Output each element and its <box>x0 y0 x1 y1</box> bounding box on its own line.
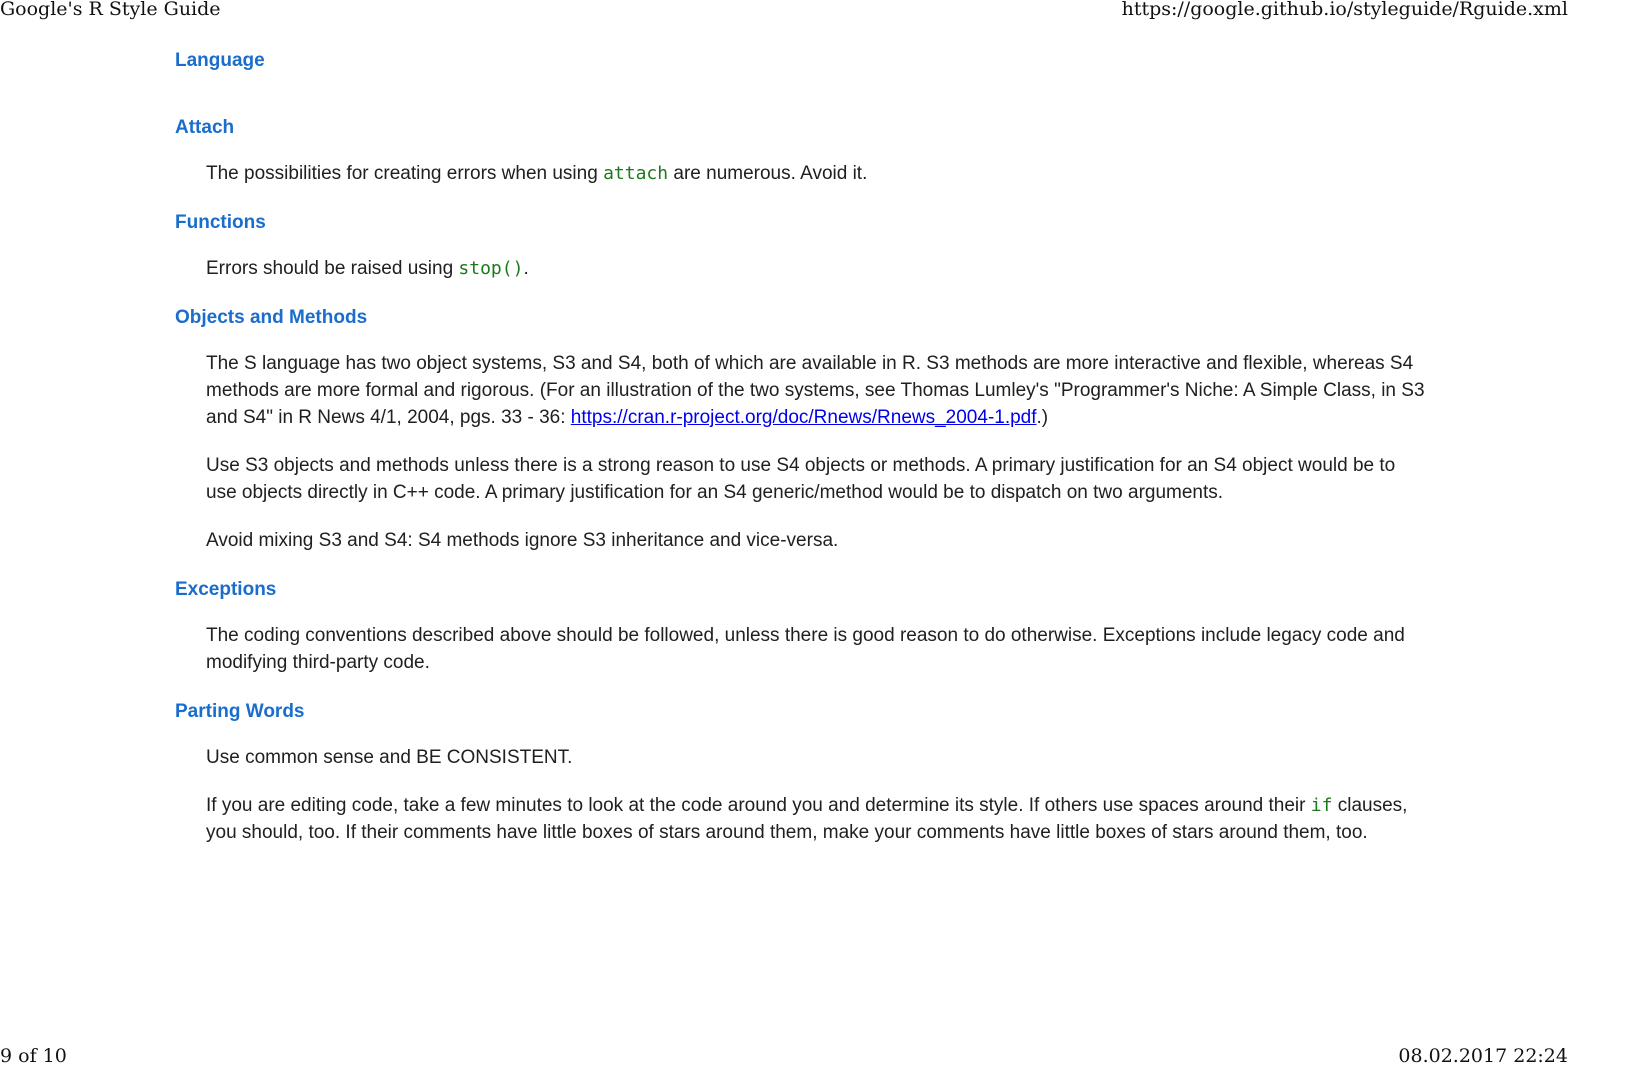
page-number: 9 of 10 <box>0 1045 67 1067</box>
section-exceptions <box>175 577 1425 676</box>
section-parting-words <box>175 699 1425 846</box>
paragraph: The coding conventions described above should be followed, unless there is good reason to do otherwise. Exceptions include legacy code and modifying third-party code. <box>206 625 1405 673</box>
text: Errors should be raised using <box>206 258 459 279</box>
text: The possibilities for creating errors when using <box>206 163 604 184</box>
section-body-parting-words <box>206 744 1425 846</box>
rnews-pdf-link[interactable]: https://cran.r-project.org/doc/Rnews/Rnews_2004-1.pdf <box>570 407 1037 428</box>
inline-code: stop() <box>458 258 524 279</box>
text: clauses, you should, too. If their comments have little boxes of stars around them, make your comments have little boxes of stars around them, too. <box>206 795 1408 843</box>
section-functions <box>175 210 1425 282</box>
paragraph: Use S3 objects and methods unless there is a strong reason to use S4 objects or methods. A primary justification for an S4 object would be to use objects directly in C++ code. A primary justification for an S4 generic/method would be to dispatch on two arguments. <box>206 455 1396 503</box>
section-body-functions <box>206 255 1425 282</box>
inline-code: if <box>1310 795 1333 816</box>
section-title-attach[interactable]: Attach <box>175 117 235 138</box>
section-title-functions[interactable]: Functions <box>175 212 266 233</box>
section-title-exceptions[interactable]: Exceptions <box>175 579 277 600</box>
print-footer <box>0 1045 1628 1067</box>
paragraph <box>206 350 1425 431</box>
text: .) <box>1036 407 1049 428</box>
document-title: Google's R Style Guide <box>0 0 221 20</box>
paragraph <box>206 160 1425 187</box>
section-language <box>175 48 1425 74</box>
print-datetime: 08.02.2017 22:24 <box>1398 1045 1568 1067</box>
text: . <box>523 258 529 279</box>
section-attach <box>175 115 1425 187</box>
paragraph: Use common sense and BE CONSISTENT. <box>206 747 573 768</box>
section-title-language[interactable]: Language <box>175 50 265 71</box>
document-url: https://google.github.io/styleguide/Rguide.xml <box>1121 0 1568 20</box>
text: If you are editing code, take a few minutes to look at the code around you and determine its style. If others use spaces around their <box>206 795 1311 816</box>
section-title-objects-and-methods[interactable]: Objects and Methods <box>175 307 368 328</box>
print-header <box>0 0 1628 20</box>
text: The S language has two object systems, S3 and S4, both of which are available in R. S3 methods are more interactive and flexible, whereas S4 methods are more formal and rigorous. (For an illustration of the two systems, see Thomas Lumley's "Programmer's Niche: A Simple Class, in S3 and S4" in R News 4/1, 2004, pgs. 33 - 36: <box>206 353 1425 428</box>
paragraph <box>206 255 1425 282</box>
section-body-objects-and-methods <box>206 350 1425 554</box>
section-title-parting-words[interactable]: Parting Words <box>175 701 305 722</box>
section-objects-and-methods <box>175 305 1425 554</box>
main-content <box>175 48 1425 869</box>
text: are numerous. Avoid it. <box>668 163 868 184</box>
inline-code: attach <box>603 163 669 184</box>
section-body-attach <box>206 160 1425 187</box>
section-body-exceptions <box>206 622 1425 676</box>
paragraph <box>206 792 1425 846</box>
paragraph: Avoid mixing S3 and S4: S4 methods ignore S3 inheritance and vice-versa. <box>206 530 839 551</box>
